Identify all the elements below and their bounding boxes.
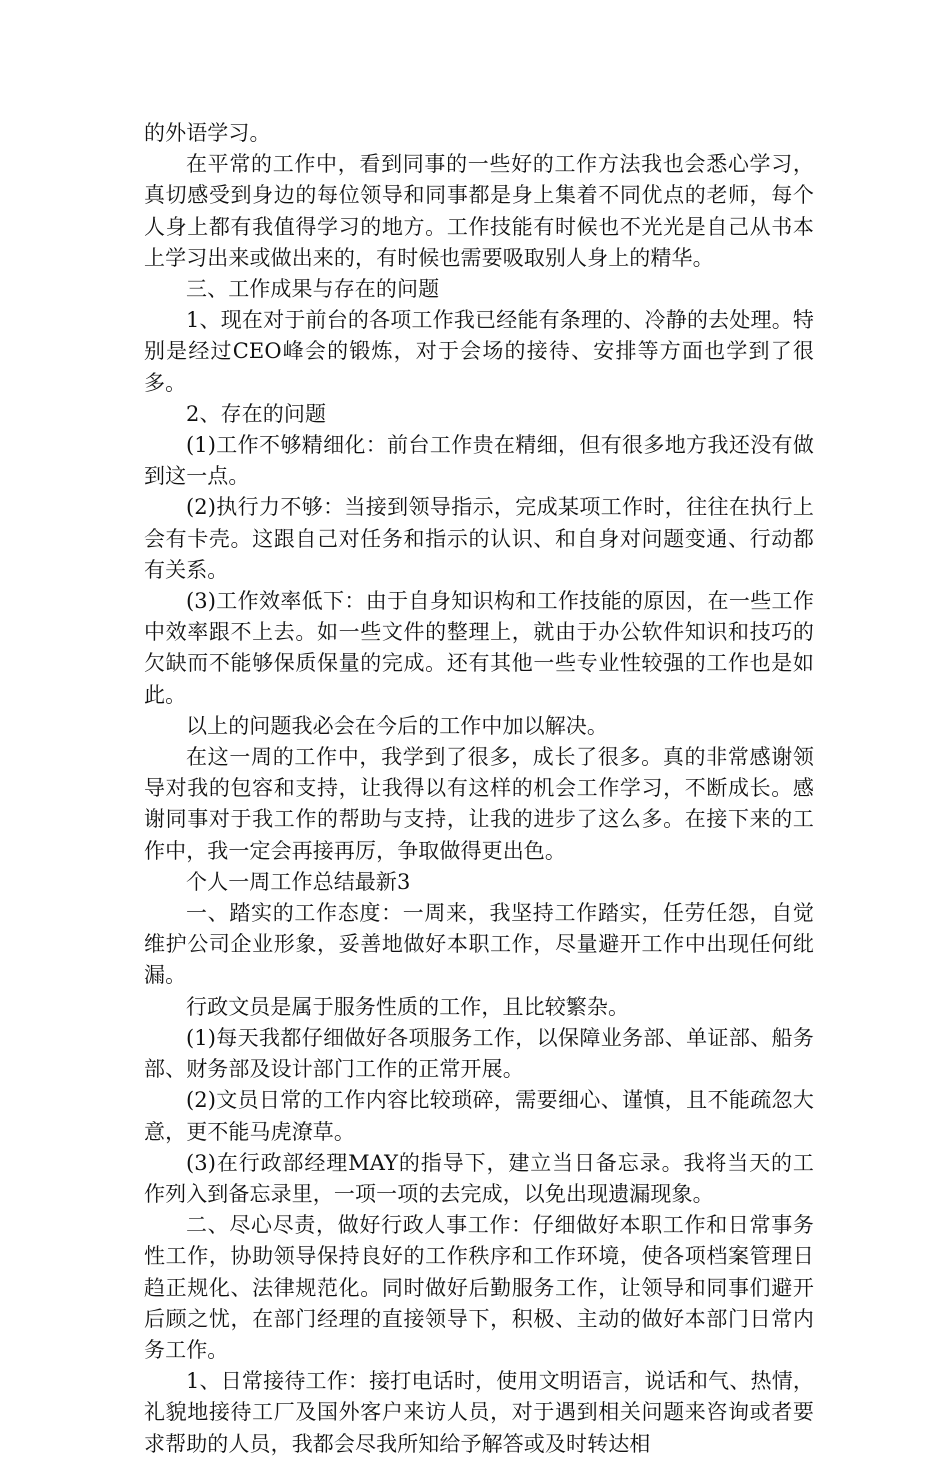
paragraph: 在这一周的工作中，我学到了很多，成长了很多。真的非常感谢领导对我的包容和支持，让我得以有这样的机会工作学习，不断成长。感谢同事对于我工作的帮助与支持，让我的进步了这么多。在接下来的工作中，我一定会再接再厉，争取做得更出色。 bbox=[144, 745, 814, 863]
paragraph: 在平常的工作中，看到同事的一些好的工作方法我也会悉心学习，真切感受到身边的每位领导和同事都是身上集着不同优点的老师，每个人身上都有我值得学习的地方。工作技能有时候也不光光是自己从书本上学习出来或做出来的，有时候也需要吸取别人身上的精华。 bbox=[144, 152, 814, 270]
document-page bbox=[144, 118, 814, 1460]
paragraph: 1、现在对于前台的各项工作我已经能有条理的、冷静的去处理。特别是经过CEO峰会的锻炼，对于会场的接待、安排等方面也学到了很多。 bbox=[144, 308, 814, 395]
paragraph: 以上的问题我必会在今后的工作中加以解决。 bbox=[186, 713, 608, 738]
paragraph: 行政文员是属于服务性质的工作，且比较繁杂。 bbox=[186, 994, 630, 1019]
subsection-heading: 2、存在的问题 bbox=[186, 401, 327, 426]
list-item: (3)工作效率低下：由于自身知识构和工作技能的原因，在一些工作中效率跟不上去。如一些文件的整理上，就由于办公软件知识和技巧的欠缺而不能够保质保量的完成。还有其他一些专业性较强的工作也是如此。 bbox=[144, 589, 814, 707]
list-item: (1)每天我都仔细做好各项服务工作，以保障业务部、单证部、船务部、财务部及设计部门工作的正常开展。 bbox=[144, 1025, 814, 1082]
paragraph: 1、日常接待工作：接打电话时，使用文明语言，说话和气、热情，礼貌地接待工厂及国外客户来访人员，对于遇到相关问题来咨询或者要求帮助的人员，我都会尽我所知给予解答或及时转达相 bbox=[144, 1369, 814, 1456]
list-item: (2)执行力不够：当接到领导指示，完成某项工作时，往往在执行上会有卡壳。这跟自己对任务和指示的认识、和自身对问题变通、行动都有关系。 bbox=[144, 495, 814, 582]
list-item: (2)文员日常的工作内容比较琐碎，需要细心、谨慎，且不能疏忽大意，更不能马虎潦草。 bbox=[144, 1088, 814, 1144]
document-title: 个人一周工作总结最新3 bbox=[186, 869, 411, 894]
section-heading: 三、工作成果与存在的问题 bbox=[186, 277, 440, 302]
paragraph: 二、尽心尽责，做好行政人事工作：仔细做好本职工作和日常事务性工作，协助领导保持良好的工作秩序和工作环境，使各项档案管理日趋正规化、法律规范化。同时做好后勤服务工作，让领导和同事们避开后顾之忧，在部门经理的直接领导下，积极、主动的做好本部门日常内务工作。 bbox=[144, 1213, 814, 1362]
paragraph: 一、踏实的工作态度：一周来，我坚持工作踏实，任劳任怨，自觉维护公司企业形象，妥善地做好本职工作，尽量避开工作中出现任何纰漏。 bbox=[144, 901, 814, 988]
list-item: (1)工作不够精细化：前台工作贵在精细，但有很多地方我还没有做到这一点。 bbox=[144, 433, 814, 489]
paragraph: 的外语学习。 bbox=[144, 121, 271, 145]
list-item: (3)在行政部经理MAY的指导下，建立当日备忘录。我将当天的工作列入到备忘录里，一项一项的去完成，以免出现遗漏现象。 bbox=[144, 1150, 814, 1206]
